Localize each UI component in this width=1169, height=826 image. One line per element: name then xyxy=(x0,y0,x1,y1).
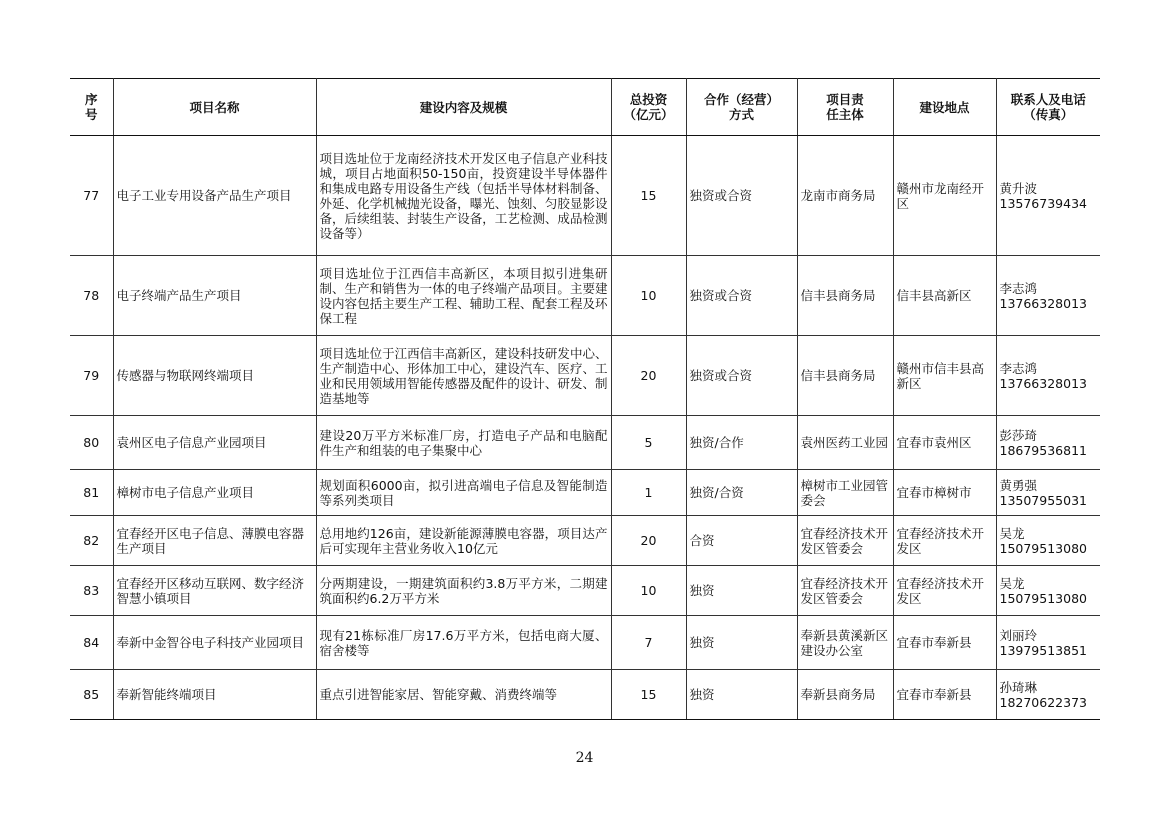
project-table xyxy=(70,78,1100,720)
cell-project-name: 宜春经开区电子信息、薄膜电容器生产项目 xyxy=(113,516,316,566)
cell-project-name: 电子工业专用设备产品生产项目 xyxy=(113,136,316,256)
cell-content: 项目选址位于龙南经济技术开发区电子信息产业科技城，项目占地面积50-150亩，投资建设半导体器件和集成电路专用设备生产线（包括半导体材料制备、外延、化学机械抛光设备，曝光、蚀刻、匀胶显影设备，后续组装、封装生产设备，工艺检测、成品检测设备等） xyxy=(316,136,611,256)
cell-responsible-entity: 奉新县商务局 xyxy=(797,670,893,720)
contact-phone: 18679536811 xyxy=(999,442,1087,458)
cell-contact xyxy=(996,336,1100,416)
column-header-mode xyxy=(686,79,797,136)
cell-location: 信丰县高新区 xyxy=(893,256,996,336)
cell-cooperation-mode: 独资/合资 xyxy=(686,470,797,516)
cell-cooperation-mode: 独资或合资 xyxy=(686,336,797,416)
column-header-contact xyxy=(996,79,1100,136)
cell-location: 宜春市奉新县 xyxy=(893,670,996,720)
cell-contact xyxy=(996,136,1100,256)
contact-phone: 13576739434 xyxy=(999,195,1087,211)
table-row xyxy=(70,670,1100,720)
contact-name: 孙琦琳 xyxy=(999,679,1038,695)
project-table-container xyxy=(70,78,1100,720)
cell-seq: 84 xyxy=(70,616,113,670)
cell-responsible-entity: 袁州医药工业园 xyxy=(797,416,893,470)
cell-location: 宜春市樟树市 xyxy=(893,470,996,516)
column-header-seq-line: 序 xyxy=(84,92,98,107)
cell-location: 赣州市信丰县高新区 xyxy=(893,336,996,416)
cell-responsible-entity: 龙南市商务局 xyxy=(797,136,893,256)
cell-seq: 83 xyxy=(70,566,113,616)
cell-contact xyxy=(996,470,1100,516)
cell-investment: 7 xyxy=(611,616,686,670)
cell-seq: 82 xyxy=(70,516,113,566)
column-header-content xyxy=(316,79,611,136)
column-header-invest xyxy=(611,79,686,136)
contact-name: 吴龙 xyxy=(999,575,1025,591)
cell-cooperation-mode: 独资或合资 xyxy=(686,136,797,256)
column-header-owner-line: 任主体 xyxy=(826,107,864,122)
cell-contact xyxy=(996,516,1100,566)
cell-project-name: 袁州区电子信息产业园项目 xyxy=(113,416,316,470)
column-header-contact-line: （传真） xyxy=(1023,107,1074,122)
column-header-location xyxy=(893,79,996,136)
cell-cooperation-mode: 独资/合作 xyxy=(686,416,797,470)
cell-project-name: 樟树市电子信息产业项目 xyxy=(113,470,316,516)
contact-phone: 13979513851 xyxy=(999,642,1087,658)
table-row xyxy=(70,516,1100,566)
table-row xyxy=(70,256,1100,336)
cell-location: 赣州市龙南经开区 xyxy=(893,136,996,256)
cell-investment: 20 xyxy=(611,336,686,416)
column-header-owner-line: 项目责 xyxy=(826,92,864,107)
cell-project-name: 奉新中金智谷电子科技产业园项目 xyxy=(113,616,316,670)
cell-investment: 15 xyxy=(611,670,686,720)
column-header-mode-line: 合作（经营） xyxy=(703,92,779,107)
cell-investment: 10 xyxy=(611,566,686,616)
cell-seq: 77 xyxy=(70,136,113,256)
column-header-contact-line: 联系人及电话 xyxy=(1010,92,1086,107)
contact-name: 黄勇强 xyxy=(999,477,1038,493)
column-header-seq xyxy=(70,79,113,136)
cell-content: 总用地约126亩，建设新能源薄膜电容器，项目达产后可实现年主营业务收入10亿元 xyxy=(316,516,611,566)
cell-contact xyxy=(996,256,1100,336)
cell-investment: 1 xyxy=(611,470,686,516)
cell-content: 分两期建设，一期建筑面积约3.8万平方米，二期建筑面积约6.2万平方米 xyxy=(316,566,611,616)
cell-investment: 5 xyxy=(611,416,686,470)
cell-location: 宜春市袁州区 xyxy=(893,416,996,470)
cell-contact xyxy=(996,670,1100,720)
column-header-content-line: 建设内容及规模 xyxy=(419,99,508,115)
table-row xyxy=(70,566,1100,616)
cell-project-name: 宜春经开区移动互联网、数字经济智慧小镇项目 xyxy=(113,566,316,616)
contact-name: 李志鸿 xyxy=(999,360,1038,376)
cell-responsible-entity: 宜春经济技术开发区管委会 xyxy=(797,566,893,616)
cell-seq: 79 xyxy=(70,336,113,416)
cell-project-name: 奉新智能终端项目 xyxy=(113,670,316,720)
cell-contact xyxy=(996,616,1100,670)
contact-name: 吴龙 xyxy=(999,525,1025,541)
cell-content: 现有21栋标准厂房17.6万平方米，包括电商大厦、宿舍楼等 xyxy=(316,616,611,670)
cell-content: 建设20万平方米标准厂房，打造电子产品和电脑配件生产和组装的电子集聚中心 xyxy=(316,416,611,470)
table-body xyxy=(70,136,1100,720)
cell-content: 项目选址位于江西信丰高新区，本项目拟引进集研制、生产和销售为一体的电子终端产品项目。主要建设内容包括主要生产工程、辅助工程、配套工程及环保工程 xyxy=(316,256,611,336)
cell-project-name: 电子终端产品生产项目 xyxy=(113,256,316,336)
contact-phone: 15079513080 xyxy=(999,590,1087,606)
cell-responsible-entity: 樟树市工业园管委会 xyxy=(797,470,893,516)
column-header-invest-line: 总投资 xyxy=(629,92,668,107)
cell-cooperation-mode: 独资 xyxy=(686,566,797,616)
contact-name: 李志鸿 xyxy=(999,280,1038,296)
table-row xyxy=(70,136,1100,256)
table-header xyxy=(70,79,1100,136)
cell-investment: 20 xyxy=(611,516,686,566)
cell-seq: 85 xyxy=(70,670,113,720)
contact-name: 黄升波 xyxy=(999,180,1038,196)
cell-location: 宜春市奉新县 xyxy=(893,616,996,670)
column-header-seq-line: 号 xyxy=(84,107,98,122)
cell-contact xyxy=(996,416,1100,470)
column-header-owner xyxy=(797,79,893,136)
cell-cooperation-mode: 独资 xyxy=(686,670,797,720)
contact-phone: 13507955031 xyxy=(999,492,1087,508)
column-header-mode-line: 方式 xyxy=(728,107,754,122)
cell-investment: 15 xyxy=(611,136,686,256)
cell-location: 宜春经济技术开发区 xyxy=(893,566,996,616)
cell-project-name: 传感器与物联网终端项目 xyxy=(113,336,316,416)
cell-cooperation-mode: 合资 xyxy=(686,516,797,566)
cell-location: 宜春经济技术开发区 xyxy=(893,516,996,566)
contact-name: 刘丽玲 xyxy=(999,627,1038,643)
table-row xyxy=(70,616,1100,670)
cell-responsible-entity: 信丰县商务局 xyxy=(797,256,893,336)
cell-cooperation-mode: 独资或合资 xyxy=(686,256,797,336)
contact-phone: 13766328013 xyxy=(999,295,1087,311)
cell-cooperation-mode: 独资 xyxy=(686,616,797,670)
contact-phone: 13766328013 xyxy=(999,375,1087,391)
contact-phone: 18270622373 xyxy=(999,694,1087,710)
cell-seq: 81 xyxy=(70,470,113,516)
column-header-name-line: 项目名称 xyxy=(189,99,240,115)
cell-content: 重点引进智能家居、智能穿戴、消费终端等 xyxy=(316,670,611,720)
cell-content: 项目选址位于江西信丰高新区，建设科技研发中心、生产制造中心、形体加工中心，建设汽车、医疗、工业和民用领域用智能传感器及配件的设计、研发、制造基地等 xyxy=(316,336,611,416)
cell-content: 规划面积6000亩，拟引进高端电子信息及智能制造等系列类项目 xyxy=(316,470,611,516)
cell-seq: 78 xyxy=(70,256,113,336)
cell-investment: 10 xyxy=(611,256,686,336)
table-row xyxy=(70,336,1100,416)
header-row xyxy=(70,79,1100,136)
contact-name: 彭莎琦 xyxy=(999,427,1038,443)
table-row xyxy=(70,416,1100,470)
cell-responsible-entity: 奉新县黄溪新区建设办公室 xyxy=(797,616,893,670)
contact-phone: 15079513080 xyxy=(999,540,1087,556)
page-number: 24 xyxy=(575,750,594,766)
column-header-invest-line: （亿元） xyxy=(623,107,674,122)
column-header-name xyxy=(113,79,316,136)
cell-responsible-entity: 信丰县商务局 xyxy=(797,336,893,416)
cell-responsible-entity: 宜春经济技术开发区管委会 xyxy=(797,516,893,566)
column-header-location-line: 建设地点 xyxy=(919,99,970,115)
cell-seq: 80 xyxy=(70,416,113,470)
table-row xyxy=(70,470,1100,516)
cell-contact xyxy=(996,566,1100,616)
